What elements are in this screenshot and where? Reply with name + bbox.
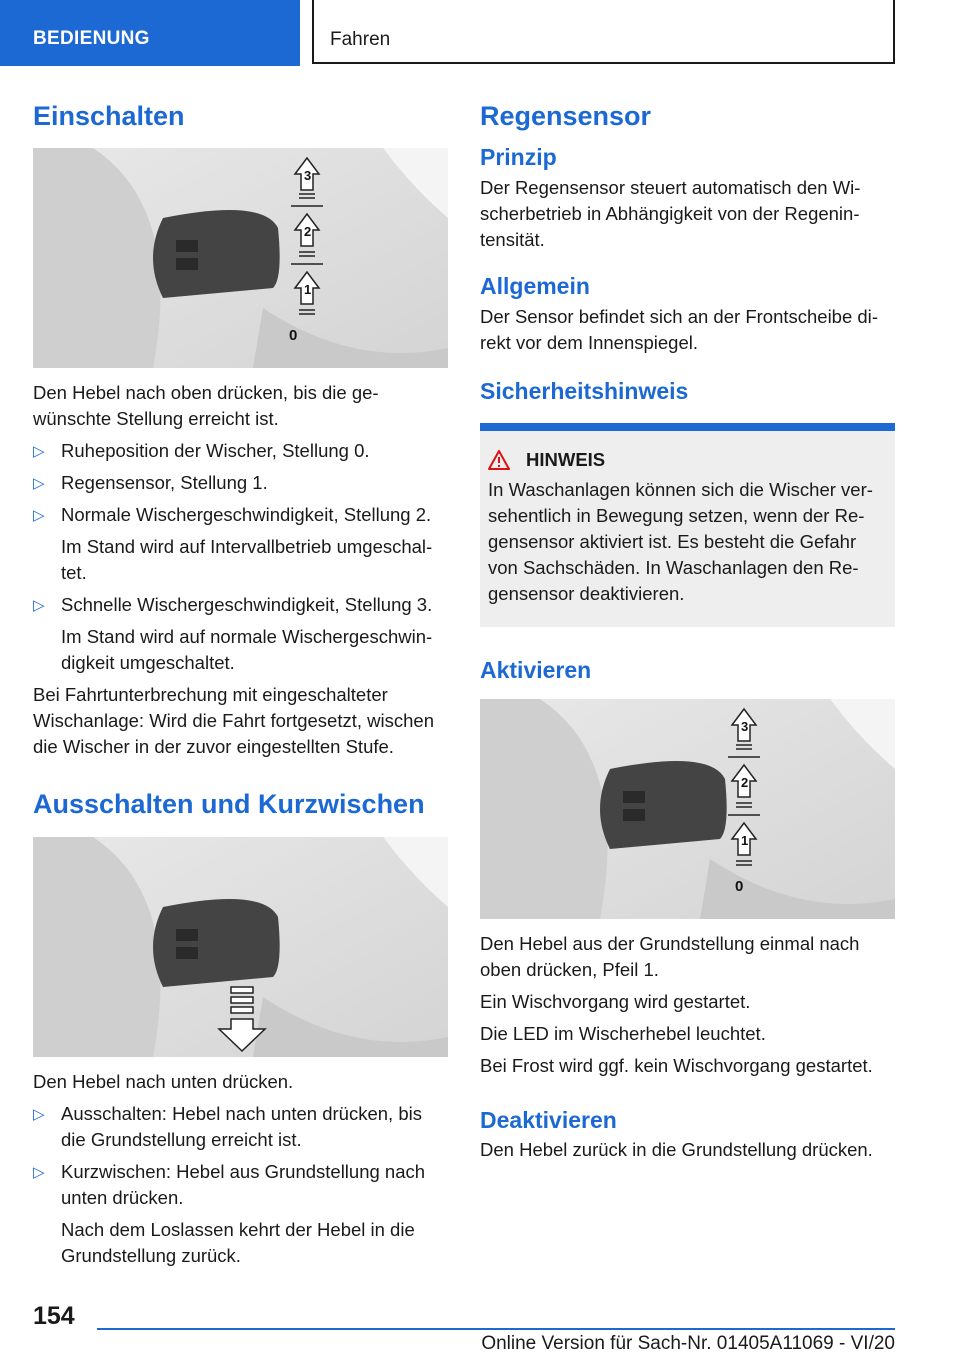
paragraph-prinzip: Der Regensensor steuert automatisch den Wischerbetrieb in Abhängigkeit von der Regenintensität.: [480, 176, 861, 250]
list-item-text: Kurzwischen: Hebel aus Grundstellung nach unten drücken.: [61, 1160, 426, 1208]
list-item-text: Ausschalten: Hebel nach unten drücken, bis die Grundstellung erreicht ist.: [61, 1102, 422, 1150]
paragraph-fahrtunterbrechung: Bei Fahrtunterbrechung mit eingeschalteter Wischanlage: Wird die Fahrt fortgesetzt, wischen die Wischer in der zuvor eingestellten Stufe.: [33, 684, 434, 758]
heading-ausschalten: Ausschalten und Kurzwischen: [33, 789, 425, 820]
aktivieren-step: Den Hebel aus der Grundstellung einmal nach oben drücken, Pfeil 1.: [480, 932, 860, 980]
aktivieren-frost: Bei Frost wird ggf. kein Wischvorgang gestartet.: [480, 1054, 873, 1076]
footer-rule: [97, 1328, 895, 1330]
triangle-bullet-icon: ▷: [33, 1105, 45, 1123]
lever-down-illustration: [33, 837, 448, 1057]
heading-aktivieren: Aktivieren: [480, 657, 592, 684]
position-label-3: 3: [304, 168, 312, 184]
list-item-subtext: Nach dem Loslassen kehrt der Hebel in die Grundstellung zurück.: [61, 1218, 415, 1266]
position-label-2: 2: [741, 774, 749, 790]
position-label-2: 2: [304, 224, 312, 240]
position-label-0: 0: [289, 327, 298, 345]
position-label-0: 0: [735, 877, 744, 895]
warning-triangle-icon: [488, 450, 510, 470]
triangle-bullet-icon: ▷: [33, 443, 45, 461]
paragraph-deaktivieren: Den Hebel zurück in die Grundstellung drücken.: [480, 1139, 873, 1161]
heading-allgemein: Allgemein: [480, 272, 590, 299]
warning-note: [480, 431, 895, 627]
list-item: [33, 1159, 448, 1269]
paragraph-allgemein: Der Sensor befindet sich an der Frontscheibe direkt vor dem Innenspiegel.: [480, 305, 878, 353]
left-column: [33, 100, 448, 1275]
section-title: BEDIENUNG: [33, 28, 150, 49]
position-label-3: 3: [741, 718, 749, 734]
note-title: HINWEIS: [526, 449, 606, 471]
right-column: [480, 100, 895, 1169]
footer-online-version: Online Version für Sach-Nr. 01405A11069 - VI/20: [481, 1333, 895, 1354]
chapter-title: Fahren: [330, 29, 391, 50]
heading-einschalten: Einschalten: [33, 101, 185, 131]
triangle-bullet-icon: ▷: [33, 475, 45, 493]
list-ausschalten: [33, 1101, 448, 1269]
list-item: [33, 1101, 448, 1153]
heading-sicherheitshinweis: Sicherheitshinweis: [480, 377, 689, 404]
note-header: [488, 449, 887, 471]
heading-prinzip: Prinzip: [480, 144, 557, 171]
triangle-bullet-icon: ▷: [33, 507, 45, 525]
heading-regensensor: Regensensor: [480, 101, 652, 131]
section-tab: [0, 0, 300, 66]
lever-activate-illustration: [480, 699, 895, 919]
list-item: [33, 438, 448, 464]
position-label-1: 1: [741, 832, 749, 848]
lever-up-illustration: [33, 148, 448, 368]
page-number: 154: [33, 1302, 75, 1330]
triangle-bullet-icon: ▷: [33, 1163, 45, 1181]
intro-ausschalten: Den Hebel nach unten drücken.: [33, 1070, 294, 1092]
note-top-rule: [480, 423, 895, 431]
list-item-text: Normale Wischergeschwindigkeit, Stellung 2.: [61, 504, 432, 526]
note-text: In Waschanlagen können sich die Wischer versehentlich in Bewegung setzen, wenn der Regensensor aktiviert ist. Es besteht die Gefahr von Sachschäden. In Waschanlagen den Regensensor deaktivieren.: [488, 479, 873, 605]
aktivieren-result: Ein Wischvorgang wird gestartet.: [480, 990, 751, 1012]
heading-deaktivieren: Deaktivieren: [480, 1106, 617, 1133]
intro-einschalten: Den Hebel nach oben drücken, bis die gewünschte Stellung erreicht ist.: [33, 382, 379, 430]
list-item-subtext: Im Stand wird auf Intervallbetrieb umgeschaltet.: [61, 536, 433, 584]
list-einschalten: [33, 438, 448, 676]
chapter-header: [312, 0, 895, 64]
list-item: [33, 502, 448, 586]
list-item-text: Ruheposition der Wischer, Stellung 0.: [61, 440, 370, 462]
aktivieren-led: Die LED im Wischerhebel leuchtet.: [480, 1022, 766, 1044]
list-item-subtext: Im Stand wird auf normale Wischergeschwindigkeit umgeschaltet.: [61, 626, 433, 674]
list-item: [33, 592, 448, 676]
list-item: [33, 470, 448, 496]
list-item-text: Regensensor, Stellung 1.: [61, 472, 268, 494]
list-item-text: Schnelle Wischergeschwindigkeit, Stellung 3.: [61, 594, 433, 616]
position-label-1: 1: [304, 282, 312, 298]
triangle-bullet-icon: ▷: [33, 597, 45, 615]
